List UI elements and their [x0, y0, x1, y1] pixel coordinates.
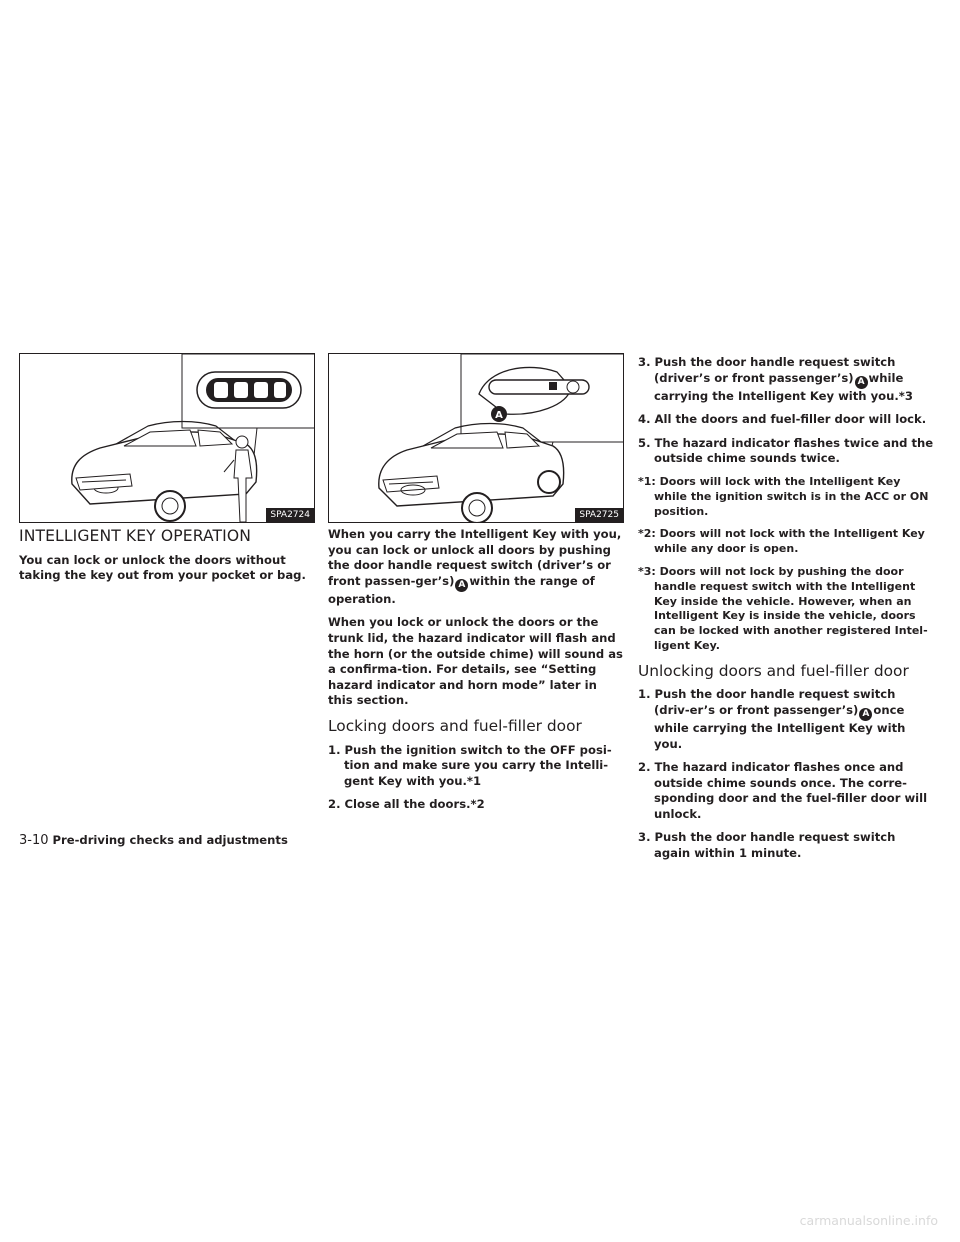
figure-code: SPA2725	[575, 508, 623, 522]
paragraph-text: When you carry the Intelligent Key with you, you can lock or unlock all doors by pushing the door handle request switch (driver’s or front passen-ger’s)	[328, 527, 622, 588]
unlock-step-2: 2. The hazard indicator flashes once and outside chime sounds once. The corre-sponding door and the fuel-filler door will unlock.	[638, 760, 928, 821]
lock-step-4: 4. All the doors and fuel-filler door will lock.	[638, 412, 927, 427]
callout-a-icon: A	[859, 708, 872, 721]
lock-step-2: 2. Close all the doors.*2	[328, 797, 485, 812]
step-text: 1. Push the door handle request switch (driv-er’s or front passenger’s)	[638, 687, 896, 717]
lock-step-1: 1. Push the ignition switch to the OFF posi-tion and make sure you carry the Intelli-gent Key with you.*1	[328, 742, 612, 788]
unlock-step-1	[638, 687, 934, 752]
subheading-locking: Locking doors and fuel-filler door	[328, 716, 582, 735]
column-2	[328, 527, 624, 821]
footnote-2: *2: Doors will not lock with the Intelligent Key while any door is open.	[638, 527, 925, 556]
step-text: while carrying the Intelligent Key with you.*3	[654, 370, 913, 403]
callout-a: A	[495, 410, 503, 421]
paragraph-carry-key	[328, 527, 624, 607]
lock-step-5: 5. The hazard indicator flashes twice and the outside chime sounds twice.	[638, 435, 934, 466]
car-with-key-illustration	[20, 354, 315, 523]
figure-intelligent-key-car	[19, 353, 315, 523]
subheading-unlocking: Unlocking doors and fuel-filler door	[638, 661, 909, 680]
callout-a-icon: A	[855, 376, 868, 389]
unlock-step-3: 3. Push the door handle request switch again within 1 minute.	[638, 830, 896, 861]
step-text: 3. Push the door handle request switch (driver’s or front passenger’s)	[638, 355, 896, 385]
step-text: once while carrying the Intelligent Key with you.	[654, 702, 906, 751]
chapter-title: Pre-driving checks and adjustments	[52, 833, 288, 847]
paragraph-hazard: When you lock or unlock the doors or the trunk lid, the hazard indicator will flash and the horn (or the outside chime) will sound as a confirma-tion. For details, see “Setting hazard indicator and horn mode” later in this section.	[328, 615, 623, 708]
section-heading: INTELLIGENT KEY OPERATION	[19, 527, 252, 545]
figure-door-handle-switch	[328, 353, 624, 523]
door-handle-illustration	[329, 354, 624, 523]
column-3	[638, 355, 934, 870]
page-footer	[19, 832, 288, 849]
lock-step-3	[638, 355, 934, 404]
page-number: 3-10	[19, 833, 49, 848]
footnote-3: *3: Doors will not lock by pushing the door handle request switch with the Intelligent Key inside the vehicle. However, when an Intelligent Key is inside the vehicle, doors can be locked with another registered Intel-ligent Key.	[638, 564, 928, 652]
callout-a-icon: A	[455, 579, 468, 592]
intro-paragraph: You can lock or unlock the doors without taking the key out from your pocket or bag.	[19, 552, 306, 583]
watermark: carmanualsonline.info	[799, 1213, 938, 1228]
column-1	[19, 527, 315, 592]
paragraph-text: within the range of operation.	[328, 573, 595, 606]
figure-code: SPA2724	[266, 508, 314, 522]
footnote-1: *1: Doors will lock with the Intelligent Key while the ignition switch is in the ACC or ON position.	[638, 474, 929, 518]
